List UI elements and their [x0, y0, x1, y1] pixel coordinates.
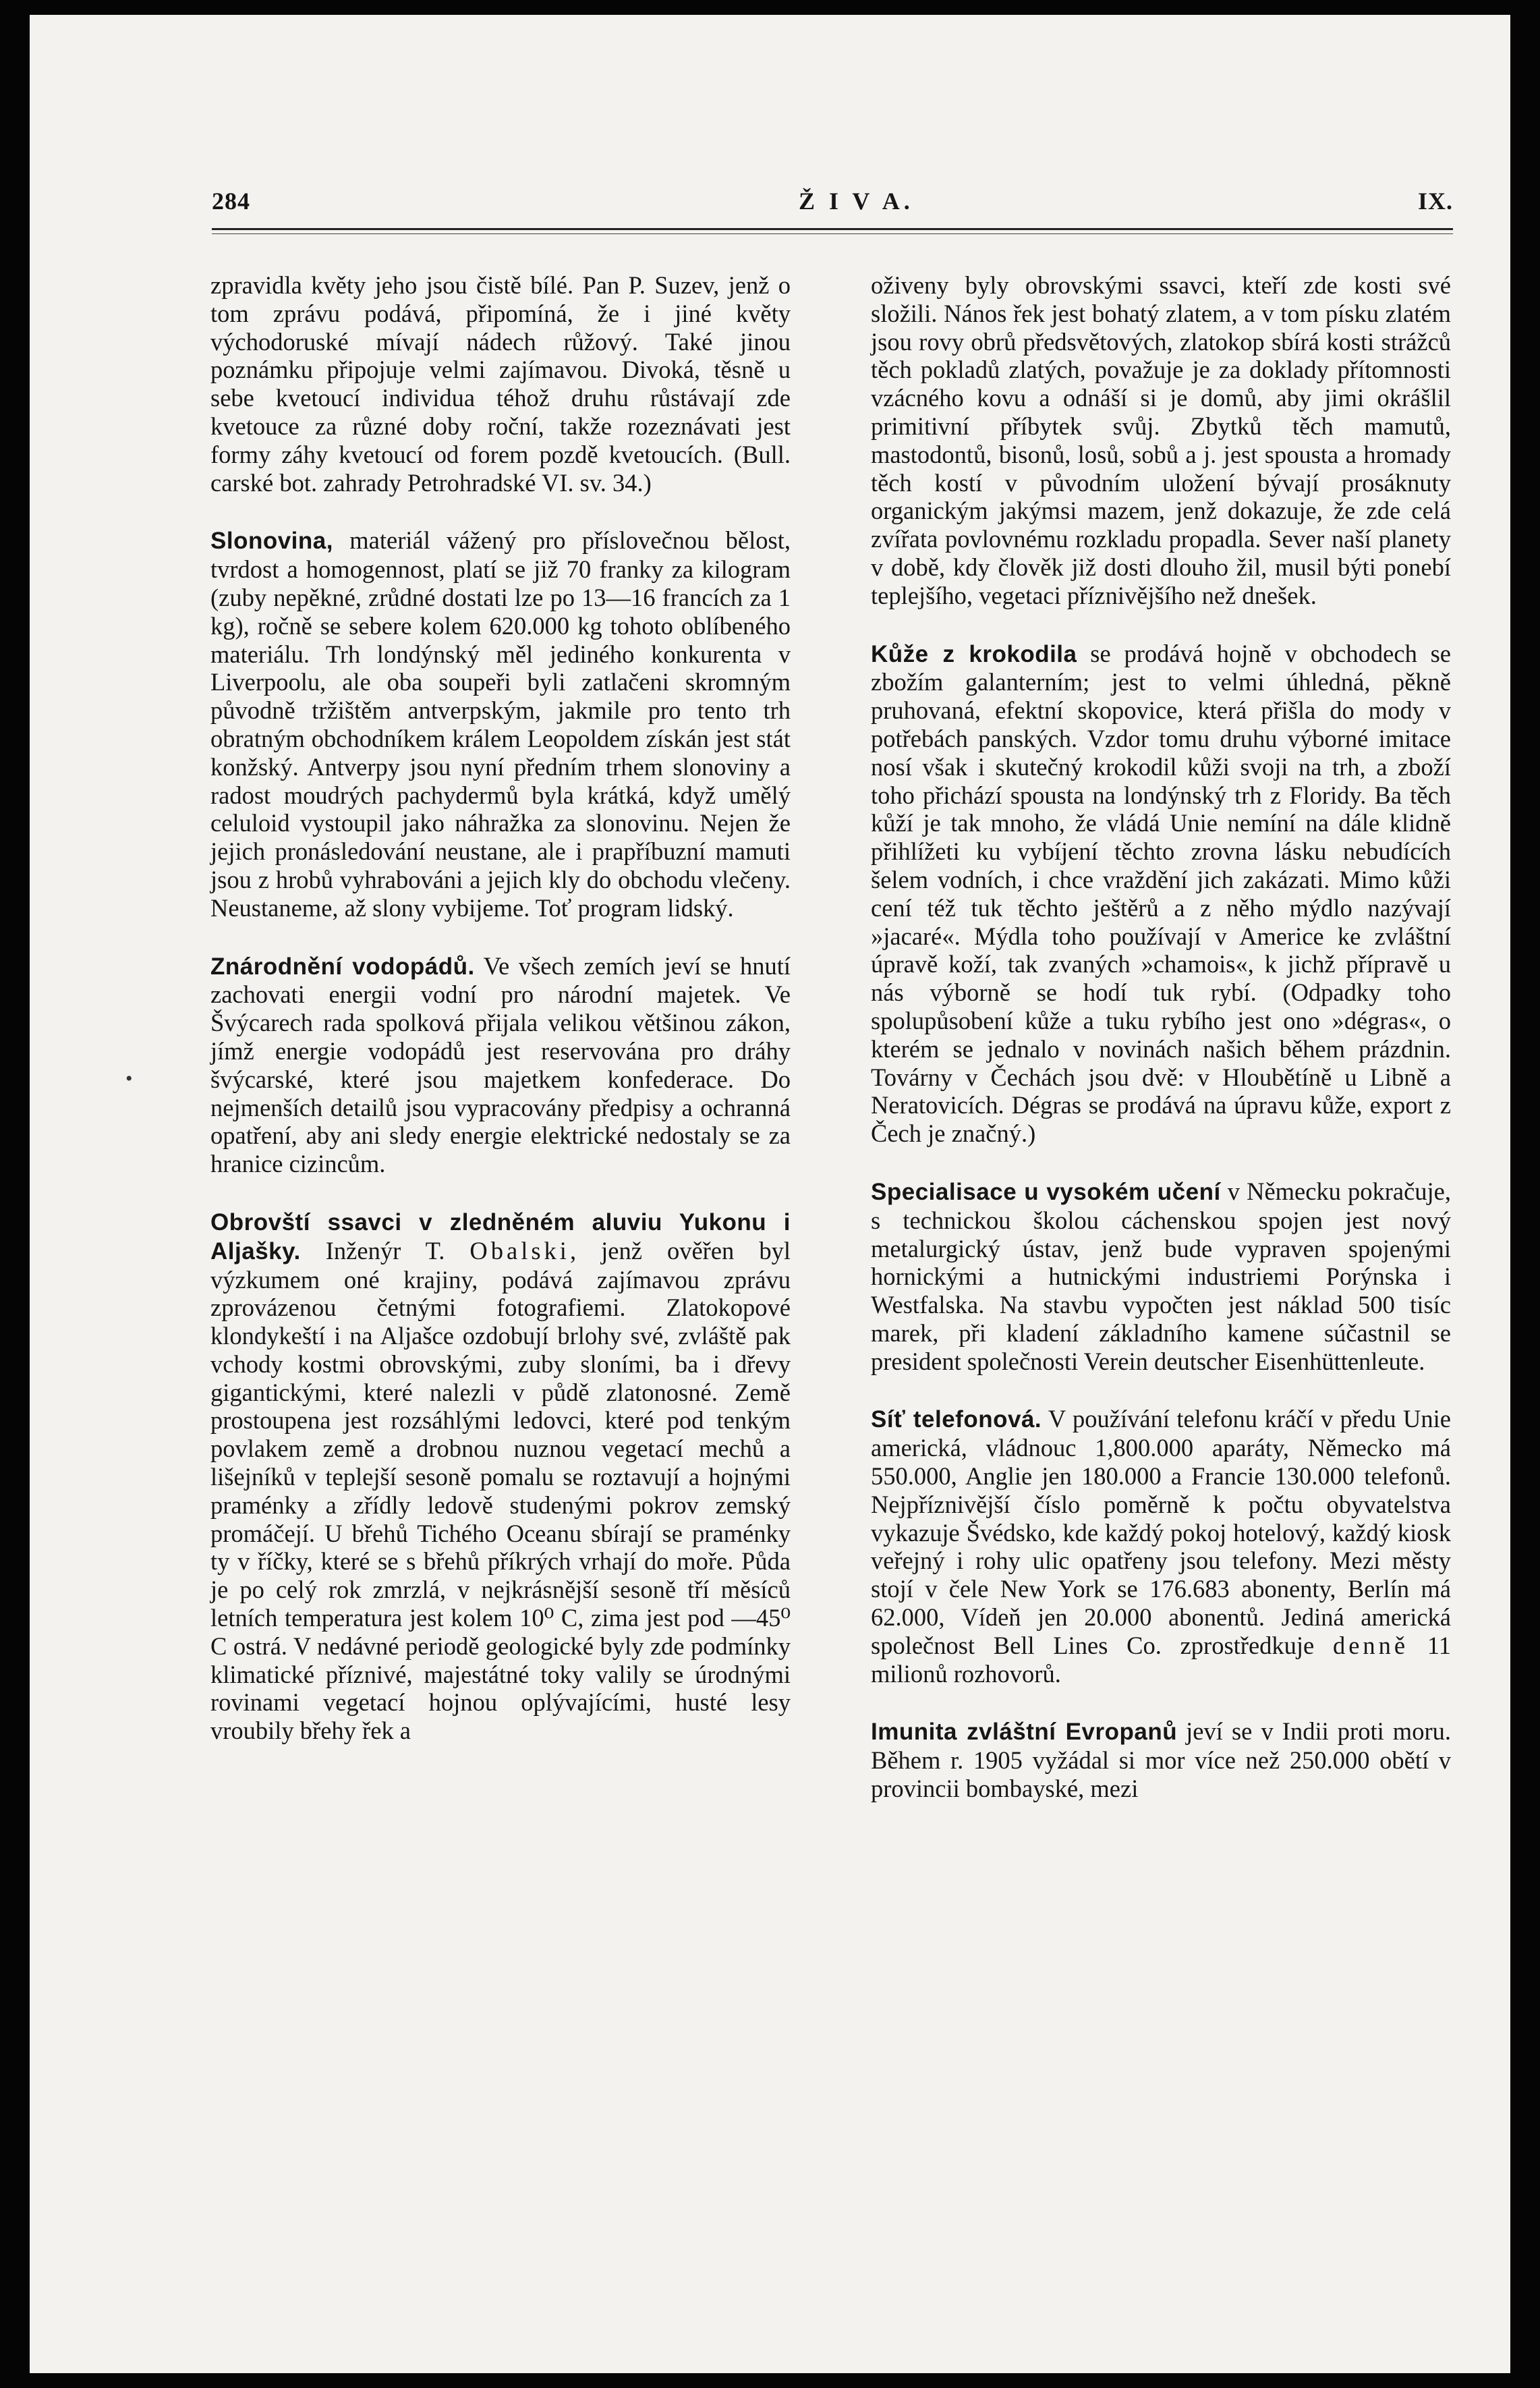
heading-imunita: Imunita zvláštní Evropanů [871, 1719, 1178, 1746]
text-telefon-a: V používání telefonu kráčí v předu Unie americká, vládnouc 1,800.000 aparáty, Německo má 550.000, Anglie jen 180.000 a Francie 130.000 telefonů. Nejpříznivější číslo poměrně k počtu obyvatelstva vykazuje Švédsko, kde každý pokoj hotelový, každý kiosk veřejný i rohy ulic opatřeny jsou telefony. Mezi městy stojí v čele New York se 176.683 abonenty, Berlín má 62.000, Vídeň jen 20.000 abonentů. Jediná americká společnost Bell Lines Co. zprostředkuje [871, 1405, 1452, 1659]
spaced-denne: denně [1332, 1631, 1409, 1659]
volume-number: IX. [1417, 188, 1453, 215]
heading-krokodil: Kůže z krokodila [871, 640, 1077, 667]
left-column [210, 271, 791, 1745]
article-slonovina [210, 526, 791, 922]
margin-dot: • [125, 1067, 133, 1090]
heading-ssavci: Obrovští ssavci v zledněném aluviu Yukonu i Aljašky. [210, 1209, 791, 1265]
text-imunita: jeví se v Indii proti moru. Během r. 1905 vyžádal si mor více než 250.000 obětí v provincii bombayské, mezi [871, 1717, 1451, 1803]
article-ssavci [210, 1208, 791, 1745]
heading-slonovina: Slonovina, [210, 528, 333, 555]
article-imunita [871, 1717, 1451, 1802]
heading-telefon: Síť telefonová. [871, 1406, 1042, 1433]
article-krokodil [871, 640, 1451, 1148]
heading-specialisace: Specialisace u vysokém učení [871, 1178, 1221, 1205]
paragraph-continued: zpravidla květy jeho jsou čistě bílé. Pan P. Suzev, jenž o tom zprávu podává, připomíná, že i jiné květy východoruské mívají nádech růžový. Také jinou poznámku připojuje velmi zajímavou. Divoká, těsně u sebe kvetoucí individua téhož druhu růstávají zde kvetouce za různé doby roční, takže rozeznávati jest formy záhy kvetoucí od forem pozdě kvetoucích. (Bull. carské bot. zahrady Petrohradské VI. sv. 34.) [210, 271, 791, 497]
text-ssavci-a: Inženýr T. [300, 1236, 470, 1265]
name-obalski: Obalski [469, 1236, 570, 1265]
paragraph-continued-right: oživeny byly obrovskými ssavci, kteří zde kosti své složili. Nános řek jest bohatý zlatem, a v tom písku zlatém jsou rovy obrů předsvětových, zlatokop sbírá kosti strážců těch pokladů zlatých, považuje je za doklady přítomnosti vzácného kovu a odnáší si je domů, aby jimi okrášlil primitivní příbytek svůj. Zbytků těch mamutů, mastodontů, bisonů, losů, sobů a j. jest spousta a hromady těch kostí v původním uložení bývají prosáknuty organickým jakýmsi mazem, jenž dokazuje, že zde celá zvířata povlovnému rozkladu propadla. Sever naší planety v době, kdy člověk již dosti dlouho žil, musil býti ponebí teplejšího, vegetaci příznivějšího než dnešek. [871, 271, 1451, 609]
page-number: 284 [212, 188, 250, 215]
journal-page [30, 15, 1510, 2373]
heading-vodopady: Znárodnění vodopádů. [210, 953, 475, 980]
running-header [212, 187, 1453, 227]
article-specialisace [871, 1177, 1451, 1376]
journal-title: Ž I V A. [799, 188, 914, 215]
text-telefon-b: 11 milionů rozhovorů. [871, 1631, 1451, 1688]
text-krokodil: se prodává hojně v obchodech se zbožím galanterním; jest to velmi úhledná, pěkně pruhovaná, efektní skopovice, která přišla do mody v potřebách panských. Vzdor tomu druhu výborné imitace nosí však i skutečný krokodil kůži svoji na trh, a zboží toho přichází spousta na londýnský trh z Floridy. Ba těch kůží je tak mnoho, že vládá Unie nemíní na dále klidně přihlížeti ku vybíjení těchto zrovna lásku nebudících šelem vodních, i chce vraždění jich zakázati. Mimo kůži cení též tuk těchto ještěrů a z něho mýdlo nazývají »jacaré«. Mýdla toho používají v Americe ke zvláštní úpravě koží, tak zvaných »chamois«, k jichž přípravě u nás výborně se hodí tuk rybí. (Odpadky toho spolupůsobení kůže a tuku rybího jest ono »dégras«, o kterém se jednalo v novinách našich během prázdnin. Továrny v Čechách jsou dvě: v Hloubětíně u Libně a Neratovicích. Dégras se prodává na úpravu kůže, export z Čech je značný.) [871, 639, 1452, 1148]
article-telefon [871, 1405, 1451, 1688]
header-rule-thick [212, 228, 1453, 230]
text-slonovina: materiál vážený pro příslovečnou bělost, tvrdost a homogennost, platí se již 70 franky za kilogram (zuby nepěkné, zrůdné dostati lze po 13—16 francích za 1 kg), ročně se sebere kolem 620.000 kg tohoto oblíbeného materiálu. Trh londýnský měl jediného konkurenta v Liverpoolu, ale oba soupeři byli zatlačeni skromným původně tržištěm antverpským, jakmile pro tento trh obratným obchodníkem králem Leopoldem získán jest stát konžský. Antverpy jsou nyní předním trhem slonoviny a radost moudrých pachydermů byla krátká, když umělý celuloid vystoupil jako náhražka za slonovinu. Nejen že jejich pronásledování neustane, ale i prapříbuzní mamuti jsou z hrobů vyhrabováni a jejich kly do obchodu vlečeny. Neustaneme, až slony vybijeme. Toť program lidský. [210, 526, 791, 922]
text-ssavci-b: , jenž ověřen byl výzkumem oné krajiny, podává zajímavou zprávu zprovázenou četnými fotografiemi. Zlatokopové klondykeští i na Aljašce ozdobují brlohy své, zvláště pak vchody kostmi obrovskými, zuby sloními, ba i dřevy gigantickými, které nalezli v půdě zlatonosné. Země prostoupena jest rozsáhlými ledovci, které pod tenkým povlakem země a drobnou nuznou vegetací mechů a lišejníků v teplejší sesoně pomalu se roztavují a hojnými praménky a zřídly ledově studenými pokrov zemský promáčejí. U břehů Tichého Oceanu sbírají se praménky ty v říčky, které se s břehů příkrých vrhají do moře. Půda je po celý rok zmrzlá, v nejkrásnější sesoně tří měsíců letních temperatura jest kolem 10⁰ C, zima jest pod —45⁰ C ostrá. V nedávné periodě geologické byly zde podmínky klimatické příznivé, majestátné toky valily se úrodnými rovinami vegetací hojnou oplývajícími, husté lesy vroubily břehy řek a [210, 1236, 791, 1745]
header-rule-thin [212, 233, 1453, 234]
right-column [871, 271, 1451, 1803]
text-specialisace: v Německu pokračuje, s technickou školou cáchenskou spojen jest nový metalurgický ústav, jenž bude vypraven spojenými hornickými a hutnickými industriemi Porýnska i Westfalska. Na stavbu vypočten jest náklad 500 tisíc marek, při kladení základního kamene súčastnil se president společnosti Verein deutscher Eisenhüttenleute. [871, 1177, 1452, 1375]
text-vodopady: Ve všech zemích jeví se hnutí zachovati energii vodní pro národní majetek. Ve Švýcarech rada spolková přijala velikou většinou zákon, jímž energie vodopádů jest reservována pro dráhy švýcarské, které jsou majetkem konfederace. Do nejmenších detailů jsou vypracovány předpisy a ochranná opatření, aby ani sledy energie elektrické nedostaly se za hranice cizincům. [210, 951, 791, 1178]
article-vodopady [210, 952, 791, 1178]
